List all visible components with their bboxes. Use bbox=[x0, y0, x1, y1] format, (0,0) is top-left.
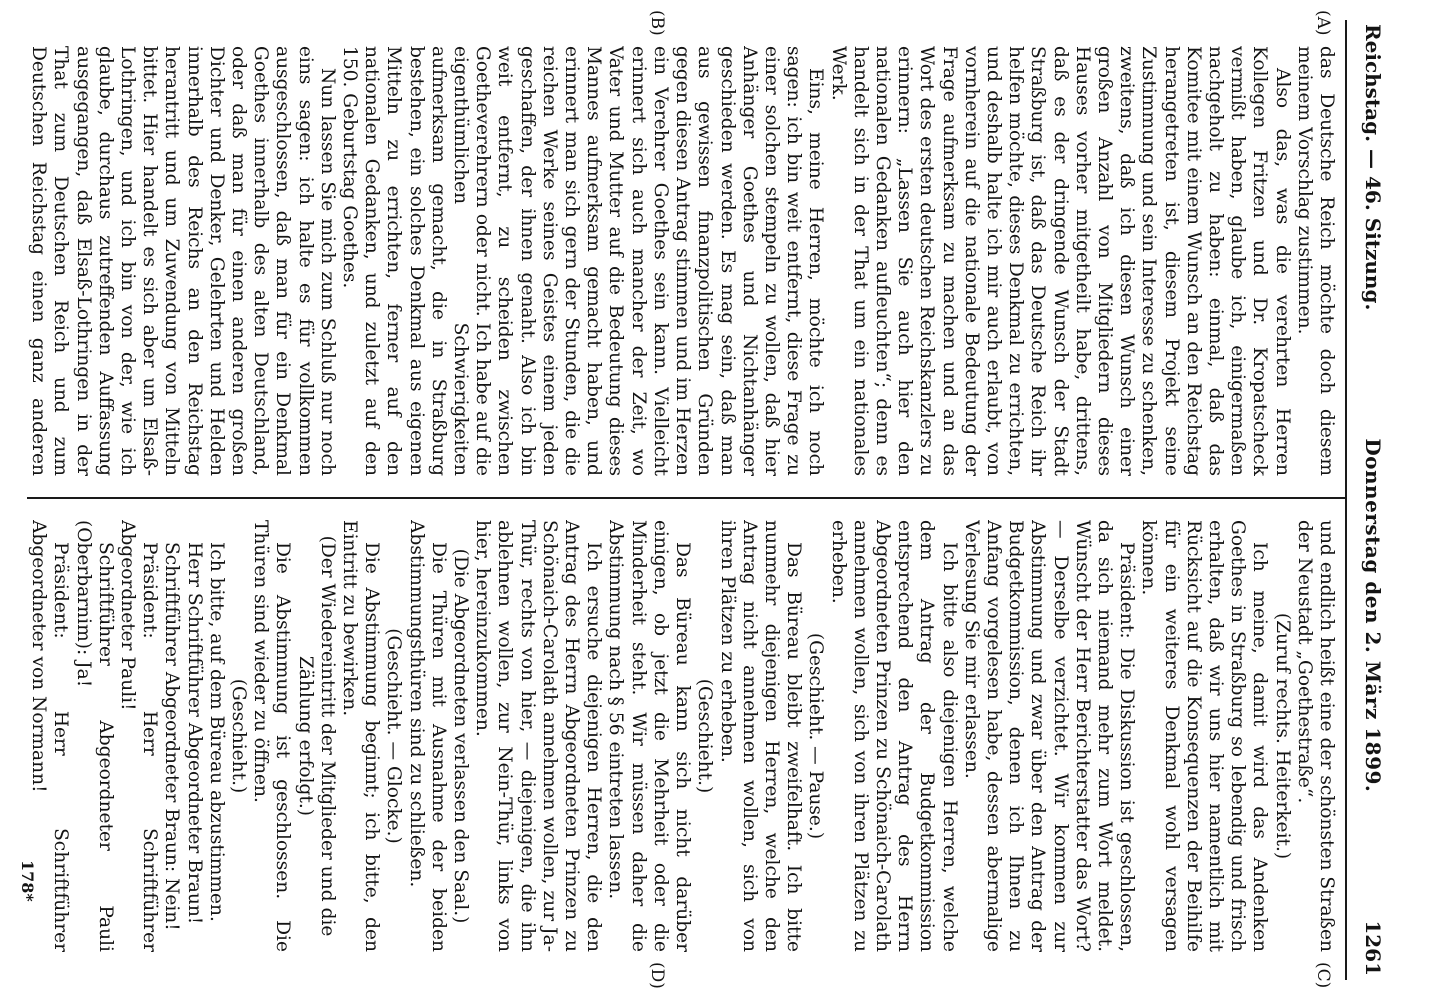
interjection: (Die Abgeordneten verlassen den Saal.) bbox=[450, 548, 472, 924]
speaker-paragraph: Präsident: Die Diskussion ist geschlossen, da sich niemand mehr zum Wort meldet. Wünscht der Herr Berichterstatter das Wort? — Derselbe verzichtet. Wir kommen zur Abstimmung und zwar über den Antrag der Budgetkommission, denen ich Ihnen zu Anfang vorgelesen habe, dessen abermalige Verlesung Sie mir erlassen. bbox=[960, 520, 1138, 952]
header-left: Reichstag. — 46. Sitzung. bbox=[1361, 24, 1385, 311]
margin-marker-b: (B) bbox=[647, 10, 667, 36]
interjection: (Der Wiedereintritt der Mitglieder und die Zählung erfolgt.) bbox=[294, 535, 338, 937]
paragraph: Die Thüren mit Ausnahme der beiden Abstimmungsthüren sind zu schließen. bbox=[405, 520, 449, 952]
margin-marker-a: (A) bbox=[1313, 10, 1333, 36]
paragraph: Also das, was die verehrten Herren Kollegen Fritzen und Dr. Kropatscheck vermißt haben, glaube ich, einigermaßen nachgeholt zu haben: einmal, daß das Komitee mit einem Wunsch an den Reichstag herangetreten ist, diesem Projekt seine Zustimmung und sein Interesse zu schenken, zweitens, daß ich diesen Wunsch einer großen Anzahl von Mitgliedern dieses Hauses vorher mitgetheilt habe, drittens, daß es der dringende Wunsch der Stadt Straßburg ist, daß das Deutsche Reich ihr helfen möchte, dieses Denkmal zu errichten, und deshalb halte ich mir auch erlaubt, von vornherein auf die nationale Bedeutung der Frage aufmerksam zu machen und an das Wort des ersten deutschen Reichskanzlers zu erinnern: „Lassen Sie auch hier den nationalen Gedanken aufleuchten“; denn es handelt sich in der That um ein nationales Werk. bbox=[827, 46, 1293, 476]
page-header bbox=[1353, 24, 1393, 976]
roll-call-line: Präsident: Herr Schriftführer Abgeordneter von Normann! bbox=[28, 520, 72, 952]
header-date: Donnerstag den 2. März 1899. bbox=[1361, 438, 1385, 793]
paragraph: und endlich heißt eine der schönsten Straßen der Neustadt „Goethestraße“. bbox=[1293, 520, 1337, 952]
paragraph: Die Abstimmung ist geschlossen. Die Thüren sind wieder zu öffnen. bbox=[250, 520, 294, 952]
roll-call-line: Herr Schriftführer Abgeordneter Braun! bbox=[183, 542, 205, 925]
paragraph: Ich meine, damit wird das Andenken Goethes in Straßburg so lebendig und frisch erhalten, daß wir uns hier namentlich mit Rücksicht auf die Konsequenzen der Beihilfe für ein weiteres Denkmal wohl versagen können. bbox=[1138, 520, 1271, 952]
paragraph: Nun lassen Sie mich zum Schluß nur noch eins sagen: ich halte es für vollkommen ausgeschlossen, daß man für ein Denkmal Goethes innerhalb des alten Deutschland, oder daß man für einen anderen großen Dichter und Denker, Gelehrten und Helden innerhalb des Reichs an den Reichstag herantritt und um Zuwendung von Mitteln bittet. Hier handelt es sich aber um Elsaß-Lothringen, und ich bin von der, wie ich glaube, durchaus zutreffenden Auffassung ausgegangen, daß Elsaß-Lothringen in der That zum Deutschen Reich und zum Deutschen Reichstag einen ganz anderen bbox=[28, 46, 338, 476]
interjection: (Zuruf rechts. Heiterkeit.) bbox=[1271, 612, 1293, 860]
interjection: (Geschieht. — Pause.) bbox=[805, 632, 827, 840]
newspaper-page bbox=[7, 0, 1407, 1000]
roll-call-line: Präsident: Herr Schriftführer Abgeordneter Pauli! bbox=[117, 520, 161, 952]
roll-call-line: Schriftführer Abgeordneter Braun: Nein! bbox=[161, 542, 183, 931]
paragraph: Das Büreau bleibt zweifelhaft. Ich bitte nunmehr diejenigen Herren, welche den Antrag nicht annehmen wollen, sich von ihren Plätzen zu erheben. bbox=[716, 520, 805, 952]
roll-call-line: Schriftführer Abgeordneter Pauli (Oberbarnim): Ja! bbox=[72, 520, 116, 952]
digitization-note bbox=[1420, 10, 1434, 990]
left-column bbox=[27, 46, 1337, 476]
margin-marker-c: (C) bbox=[1313, 962, 1333, 989]
paragraph: Ich bitte also diejenigen Herren, welche dem Antrag der Budgetkommission entsprechend den Antrag des Herrn Abgeordneten Prinzen zu Schönaich-Carolath annehmen wollen, sich von ihren Plätzen zu erheben. bbox=[827, 520, 960, 952]
interjection: (Geschieht.) bbox=[228, 678, 250, 794]
column-divider bbox=[27, 497, 1347, 499]
paragraph: Das Büreau kann sich nicht darüber einigen, ob jetzt die Mehrheit oder die Minderheit steht. Wir müssen daher die Abstimmung nach § 56 eintreten lassen. bbox=[605, 520, 694, 952]
paragraph: Eins, meine Herren, möchte ich noch sagen: ich bin weit entfernt, diese Frage zu einer solchen stempeln zu wollen, daß hier Anhänger Goethes und Nichtanhänger geschieden werden. Es mag sein, daß man aus gewissen finanzpolitischen Gründen gegen diesen Antrag stimmen und im Herzen ein Verehrer Goethes sein kann. Vielleicht erinnert sich auch mancher der Zeit, wo Vater und Mutter auf die Bedeutung dieses Mannes aufmerksam gemacht haben, und erinnert man sich gern der Stunden, die die reichen Werke seines Geistes einem jeden geschaffen, der ihnen genaht. Also ich bin weit entfernt, zu scheiden zwischen Goetheverehrern oder nicht. Ich habe auf die eigenthümlichen Schwierigkeiten aufmerksam gemacht, die in Straßburg bestehen, ein solches Denkmal aus eigenen Mitteln zu errichten, ferner auf den nationalen Gedanken, und zuletzt auf den 150. Geburtstag Goethes. bbox=[339, 46, 827, 476]
page-number: 1261 bbox=[1361, 920, 1385, 976]
paragraph: Ich ersuche diejenigen Herren, die den Antrag des Herrn Abgeordneten Prinzen zu Schönaich-Carolath annehmen wollen, zur Ja-Thür, rechts von hier, — diejenigen, die ihn ablehnen wollen, zur Nein-Thür, links von hier, hereinzukommen. bbox=[472, 520, 605, 952]
paragraph: das Deutsche Reich möchte doch diesem meinem Vorschlag zustimmen. bbox=[1293, 46, 1337, 476]
header-rule bbox=[1345, 20, 1347, 980]
paragraph: Die Abstimmung beginnt; ich bitte, den Eintritt zu bewirken. bbox=[339, 520, 383, 952]
margin-marker-d: (D) bbox=[647, 962, 667, 989]
interjection: (Geschieht. — Glocke.) bbox=[383, 628, 405, 844]
interjection: (Geschieht.) bbox=[694, 678, 716, 794]
right-column bbox=[27, 520, 1337, 952]
paragraph: Ich bitte, auf dem Büreau abzustimmen. bbox=[205, 542, 227, 922]
signature-number: 178* bbox=[18, 860, 37, 902]
